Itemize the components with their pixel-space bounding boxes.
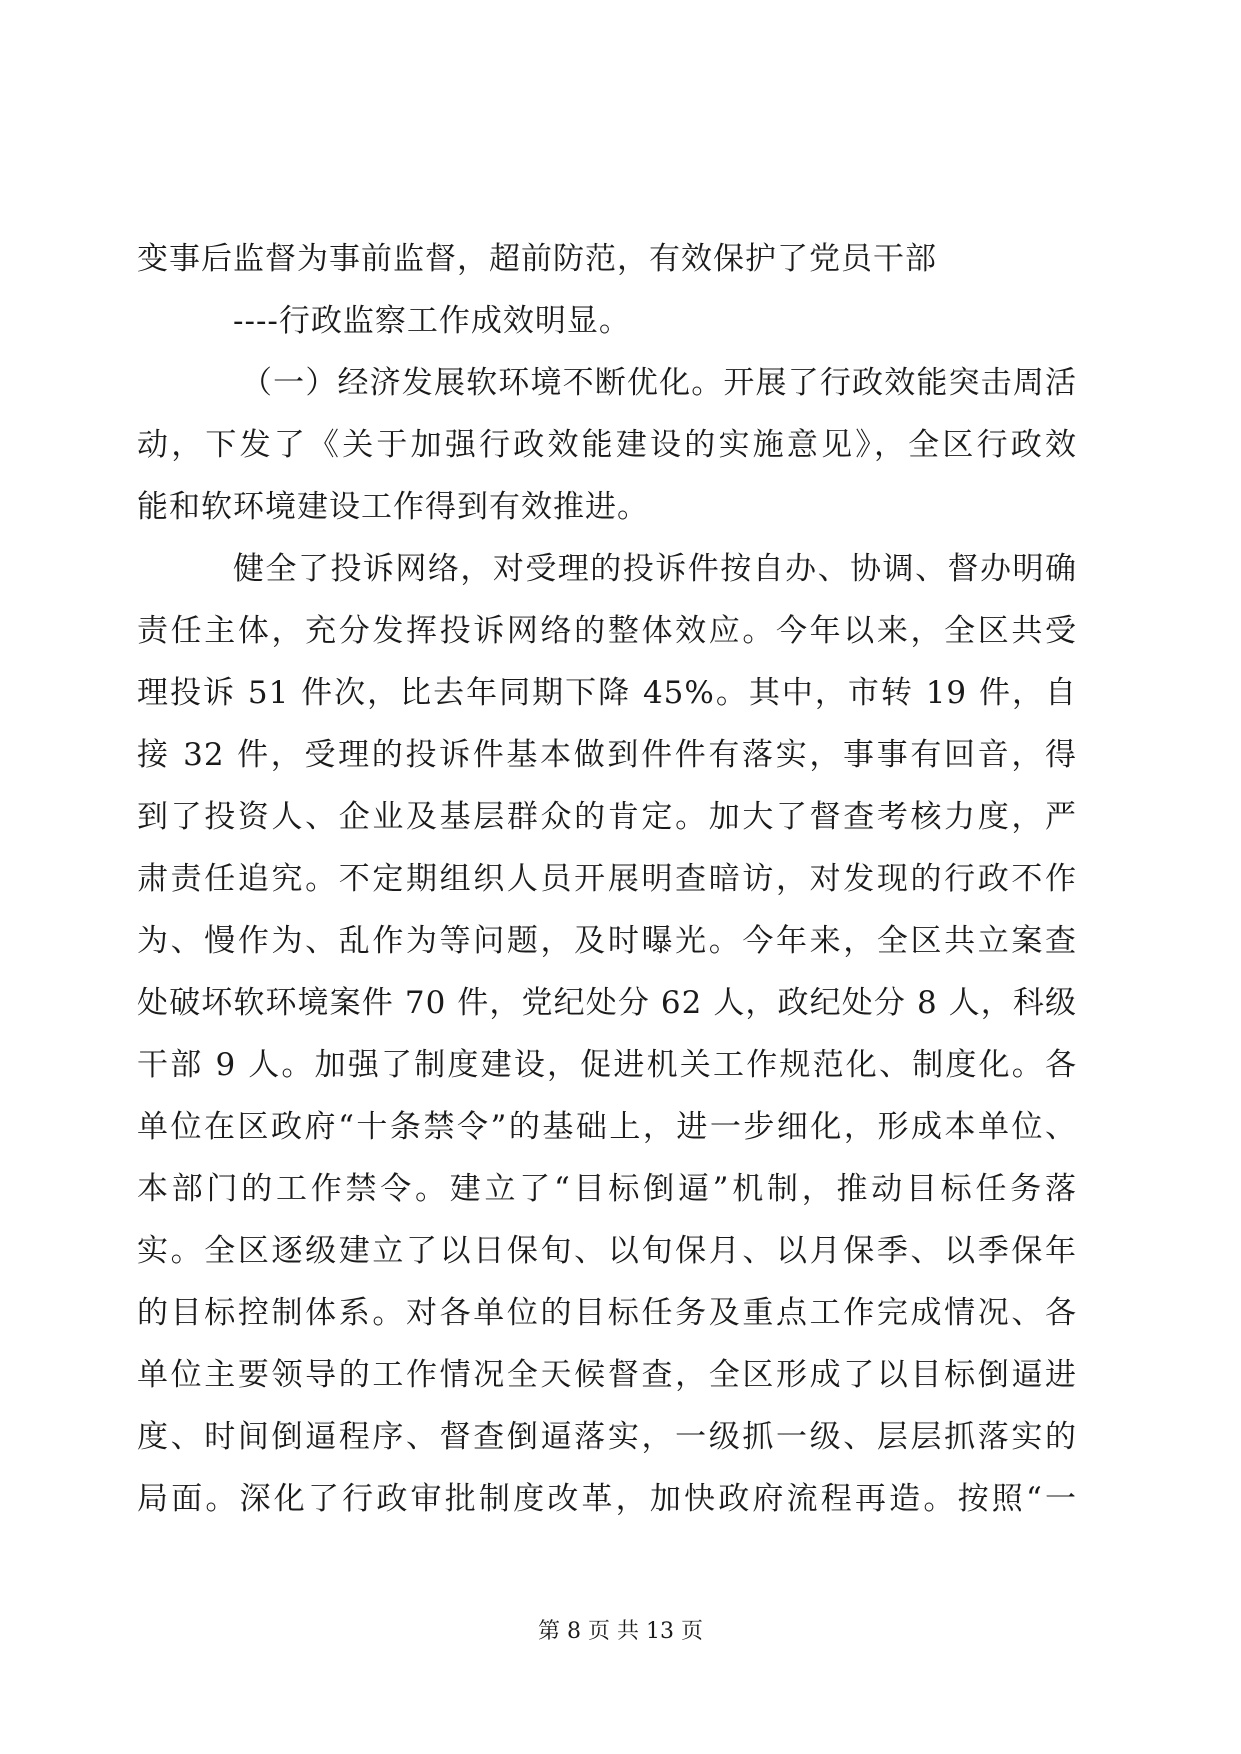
text-line: 肃责任追究。不定期组织人员开展明查暗访，对发现的行政不作: [137, 861, 1077, 897]
text-line: 理投诉 51 件次，比去年同期下降 45%。其中，市转 19 件，自: [137, 675, 1077, 711]
text-line: 变事后监督为事前监督，超前防范，有效保护了党员干部: [137, 241, 937, 277]
document-body: [137, 228, 1077, 1530]
text-line: 实。全区逐级建立了以日保旬、以旬保月、以月保季、以季保年: [137, 1233, 1077, 1269]
text-line: 本部门的工作禁令。建立了“目标倒逼”机制，推动目标任务落: [137, 1171, 1077, 1207]
text-line: 能和软环境建设工作得到有效推进。: [137, 489, 649, 525]
text-line: 责任主体，充分发挥投诉网络的整体效应。今年以来，全区共受: [137, 613, 1077, 649]
text-line: 单位在区政府“十条禁令”的基础上，进一步细化，形成本单位、: [137, 1109, 1077, 1145]
text-line: ----行政监察工作成效明显。: [233, 303, 631, 339]
text-line: 干部 9 人。加强了制度建设，促进机关工作规范化、制度化。各: [137, 1047, 1077, 1083]
text-line: （一）经济发展软环境不断优化。开展了行政效能突击周活: [241, 365, 1077, 401]
text-line: 健全了投诉网络，对受理的投诉件按自办、协调、督办明确: [233, 551, 1077, 587]
text-line: 的目标控制体系。对各单位的目标任务及重点工作完成情况、各: [137, 1295, 1077, 1331]
page-footer: 第 8 页 共 13 页: [538, 1619, 703, 1644]
text-line: 单位主要领导的工作情况全天候督查，全区形成了以目标倒逼进: [137, 1357, 1077, 1393]
text-line: 动，下发了《关于加强行政效能建设的实施意见》，全区行政效: [137, 427, 1077, 463]
text-line: 局面。深化了行政审批制度改革，加快政府流程再造。按照“一: [137, 1481, 1077, 1517]
text-line: 到了投资人、企业及基层群众的肯定。加大了督查考核力度，严: [137, 799, 1077, 835]
text-line: 处破坏软环境案件 70 件，党纪处分 62 人，政纪处分 8 人，科级: [137, 985, 1077, 1021]
text-line: 为、慢作为、乱作为等问题，及时曝光。今年来，全区共立案查: [137, 923, 1077, 959]
text-line: 接 32 件，受理的投诉件基本做到件件有落实，事事有回音，得: [137, 737, 1077, 773]
text-line: 度、时间倒逼程序、督查倒逼落实，一级抓一级、层层抓落实的: [137, 1419, 1077, 1455]
